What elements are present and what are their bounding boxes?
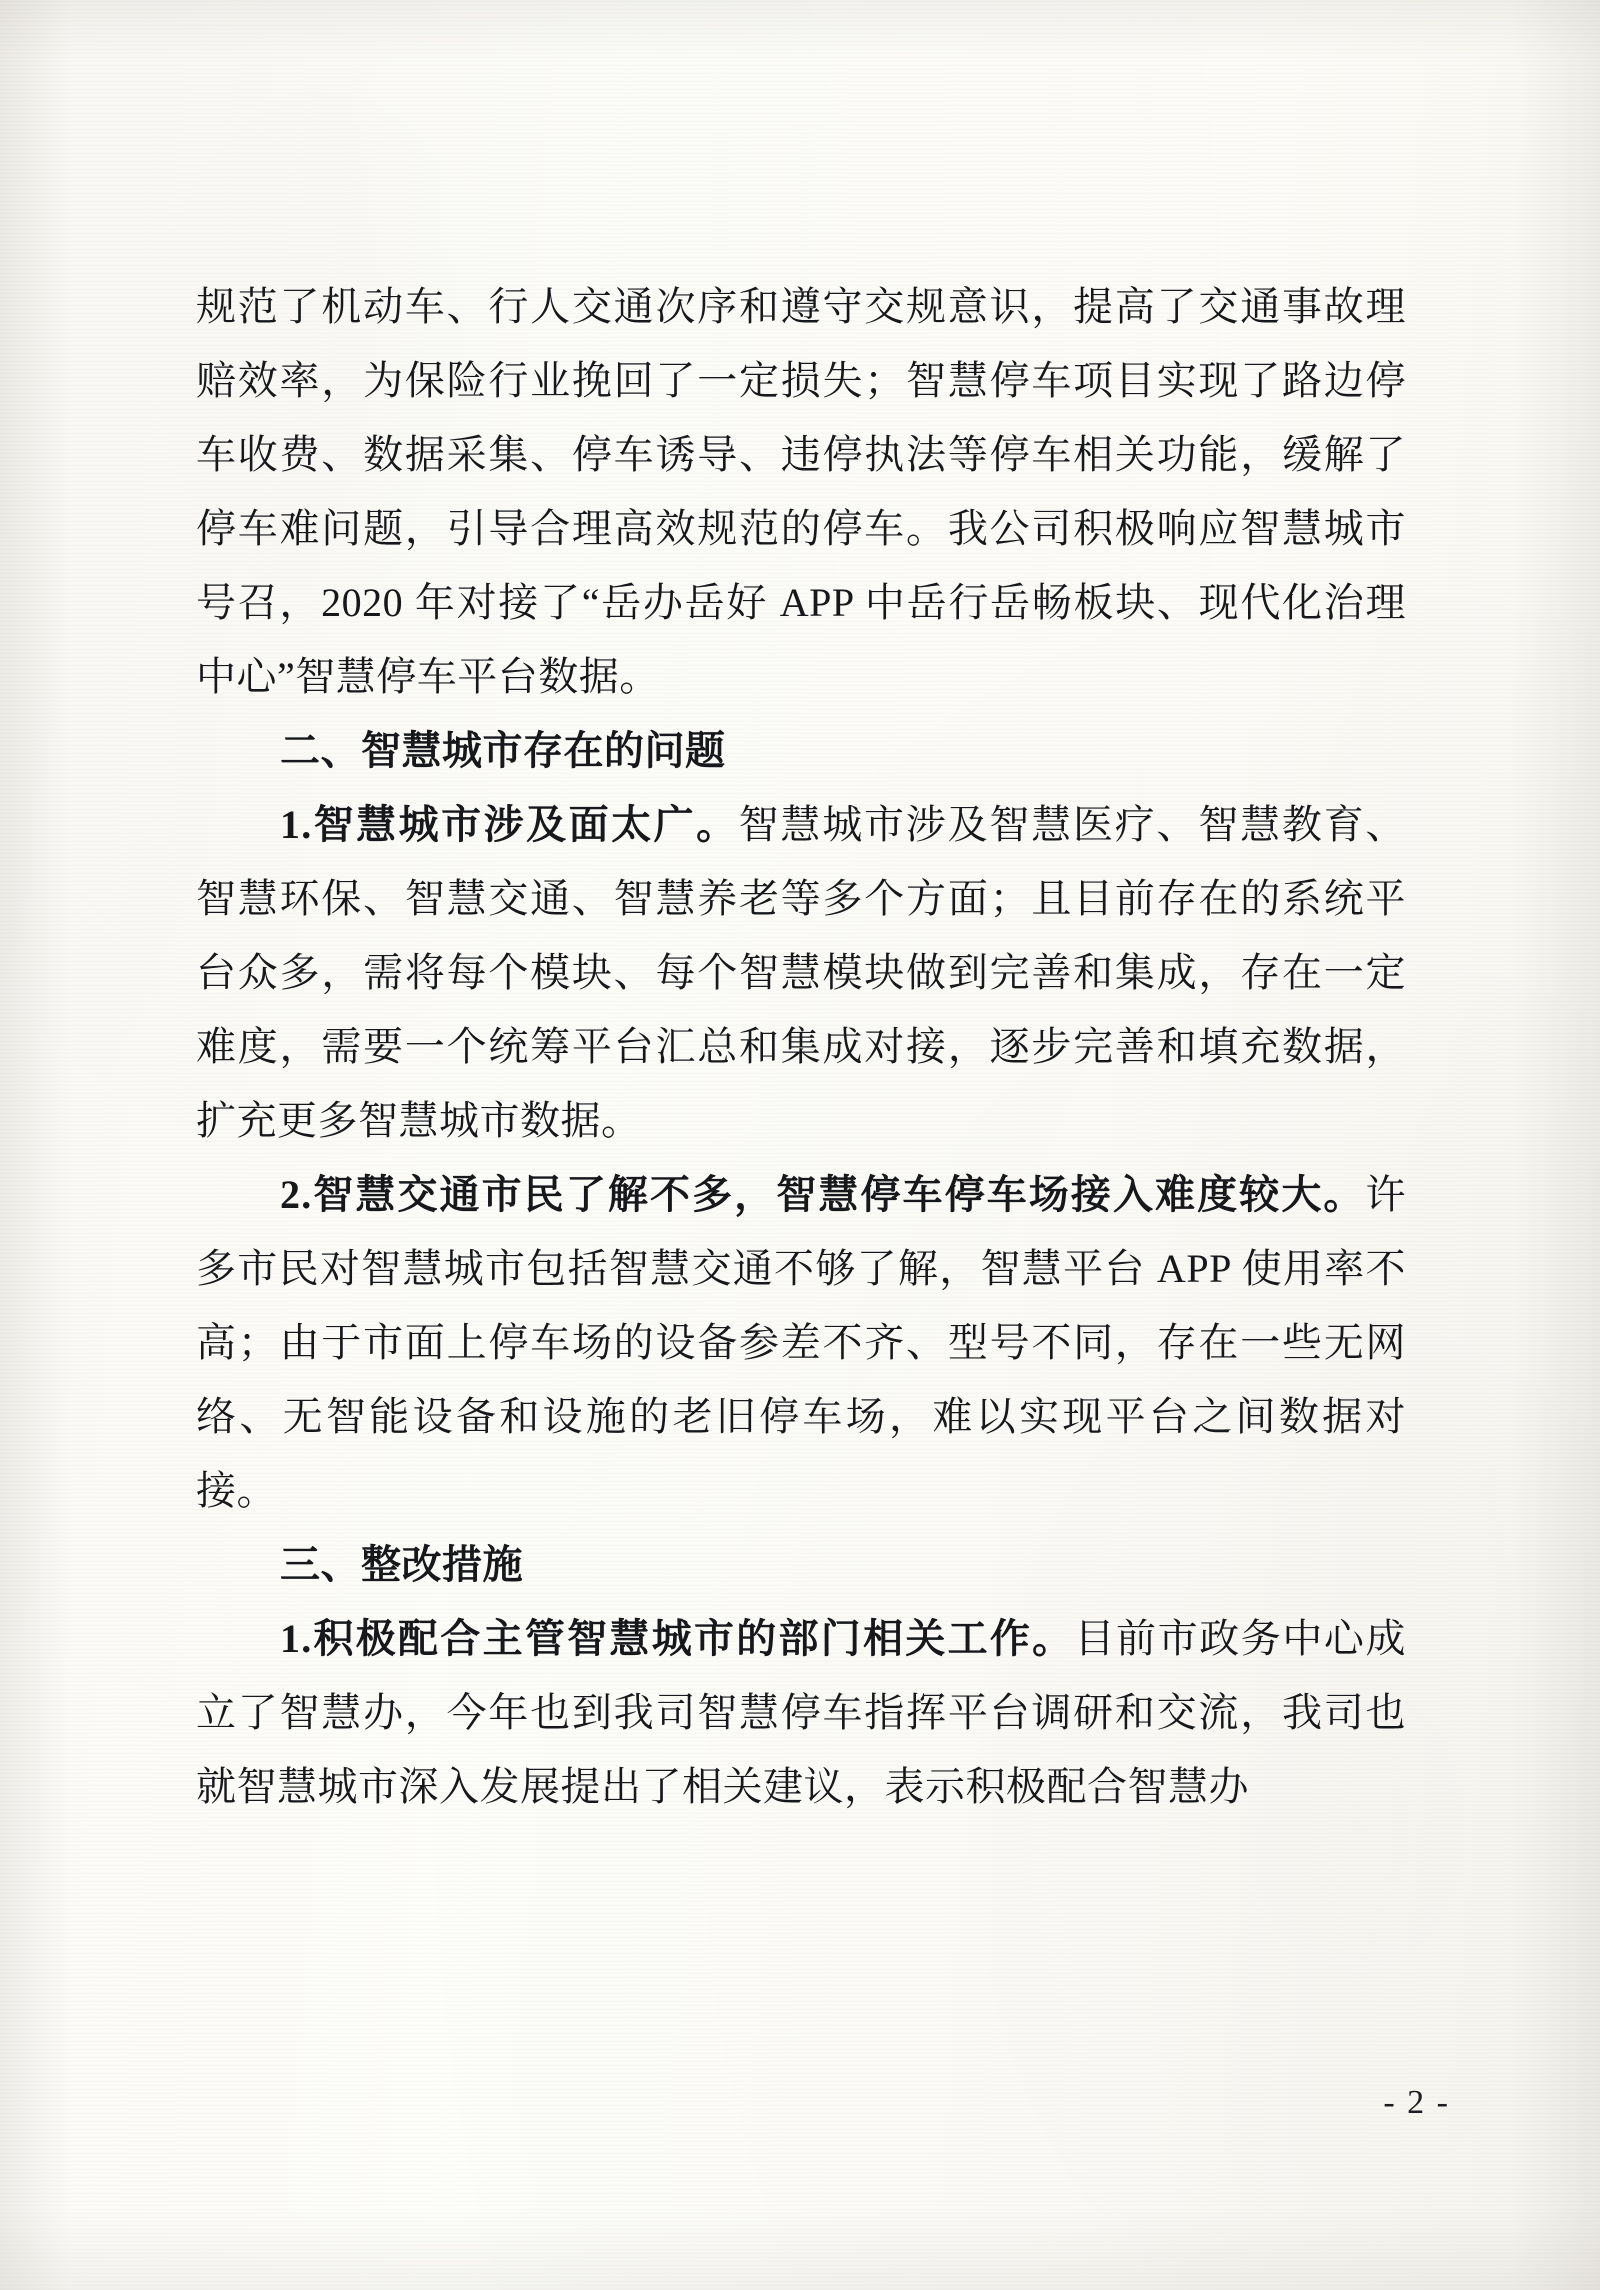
paragraph-continued-intro: 规范了机动车、行人交通次序和遵守交规意识，提高了交通事故理赔效率，为保险行业挽回了一定损失；智慧停车项目实现了路边停车收费、数据采集、停车诱导、违停执法等停车相关功能，缓解了停车难问题，引导合理高效规范的停车。我公司积极响应智慧城市号召，2020 年对接了“岳办岳好 APP 中岳行岳畅板块、现代化治理中心”智慧停车平台数据。	[196, 284, 1406, 699]
paragraph-measure-one	[196, 1602, 1406, 1824]
page-edge-shading-bottom	[0, 2210, 1600, 2290]
section-heading-two: 二、智慧城市存在的问题	[280, 728, 726, 773]
paragraph-problem-two-text: 许多市民对智慧城市包括智慧交通不够了解，智慧平台 APP 使用率不高；由于市面上停车场的设备参差不齐、型号不同，存在一些无网络、无智能设备和设施的老旧停车场，难以实现平台之间数据对接。	[196, 1172, 1406, 1513]
paragraph-problem-two-lead: 2.智慧交通市民了解不多，智慧停车停车场接入难度较大。	[280, 1172, 1366, 1217]
paragraph-problem-two	[196, 1158, 1406, 1528]
page-edge-shading-left	[0, 0, 70, 2290]
page-edge-shading-right	[1510, 0, 1600, 2290]
page-edge-shading-top	[0, 0, 1600, 60]
document-body	[196, 270, 1406, 1824]
page-number: - 2 -	[1383, 2084, 1450, 2121]
paragraph-problem-one-lead: 1.智慧城市涉及面太广。	[280, 802, 739, 847]
paragraph-measure-one-text: 目前市政务中心成立了智慧办，今年也到我司智慧停车指挥平台调研和交流，我司也就智慧城市深入发展提出了相关建议，表示积极配合智慧办	[196, 1616, 1407, 1809]
section-heading-three: 三、整改措施	[280, 1542, 523, 1587]
paragraph-measure-one-lead: 1.积极配合主管智慧城市的部门相关工作。	[280, 1616, 1075, 1661]
paragraph-problem-one-text: 智慧城市涉及智慧医疗、智慧教育、智慧环保、智慧交通、智慧养老等多个方面；且目前存在的系统平台众多，需将每个模块、每个智慧模块做到完善和集成，存在一定难度，需要一个统筹平台汇总和集成对接，逐步完善和填充数据，扩充更多智慧城市数据。	[196, 802, 1407, 1143]
paragraph-problem-one	[196, 788, 1406, 1158]
